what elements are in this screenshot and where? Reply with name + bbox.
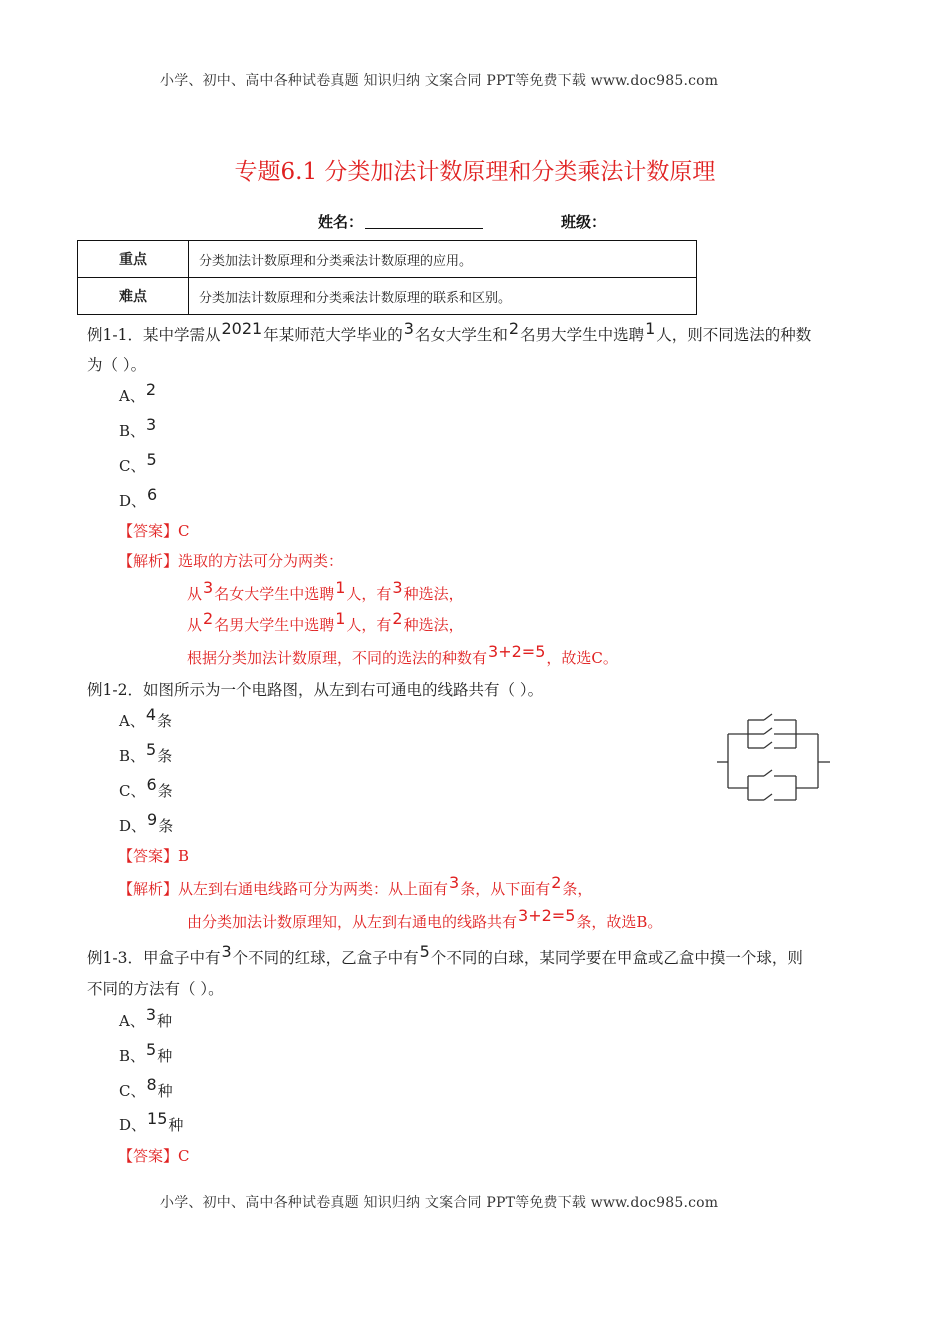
- q3-option-b: B、5种: [119, 1040, 173, 1065]
- focus-key: 重点: [78, 241, 189, 278]
- name-label: 姓名：: [318, 213, 364, 231]
- circuit-diagram: [712, 712, 842, 806]
- focus-value: 分类加法计数原理和分类乘法计数原理的应用。: [189, 241, 697, 278]
- q3-option-d: D、15种: [119, 1109, 184, 1134]
- q2-stem: 例1-2．如图所示为一个电路图，从左到右可通电的线路共有（ ）。: [87, 681, 544, 699]
- q1-option-d: D、6: [119, 485, 158, 510]
- q1-analysis-line3: 从2名男大学生中选聘1人，有2种选法，: [187, 609, 464, 634]
- page-header: 小学、初中、高中各种试卷真题 知识归纳 文案合同 PPT等免费下载 www.doc985.com: [160, 73, 719, 89]
- table-row: [78, 241, 697, 278]
- q1-analysis-line2: 从3名女大学生中选聘1人，有3种选法，: [187, 578, 464, 603]
- q3-answer: 【答案】C: [118, 1147, 190, 1165]
- focus-table: [77, 240, 697, 315]
- q1-stem-line2: 为（ ）。: [87, 356, 147, 374]
- name-field: [318, 211, 483, 232]
- q1-option-c: C、5: [119, 450, 157, 475]
- difficulty-key: 难点: [78, 278, 189, 315]
- q2-option-a: A、4条: [119, 705, 173, 730]
- q2-option-b: B、5条: [119, 740, 173, 765]
- page-footer: 小学、初中、高中各种试卷真题 知识归纳 文案合同 PPT等免费下载 www.doc985.com: [160, 1195, 719, 1211]
- q1-option-a: A、2: [119, 380, 157, 405]
- q3-option-c: C、8种: [119, 1075, 173, 1100]
- q3-option-a: A、3种: [119, 1005, 173, 1030]
- q2-answer: 【答案】B: [118, 847, 190, 865]
- class-label: 班级：: [561, 213, 607, 231]
- q3-stem-line2: 不同的方法有（ ）。: [87, 980, 224, 998]
- q2-analysis-line2: 由分类加法计数原理知，从左到右通电的线路共有3+2=5条，故选B。: [187, 906, 663, 931]
- q2-option-d: D、9条: [119, 810, 174, 835]
- q1-analysis-line1: 【解析】选取的方法可分为两类：: [118, 552, 344, 570]
- difficulty-value: 分类加法计数原理和分类乘法计数原理的联系和区别。: [189, 278, 697, 315]
- table-row: [78, 278, 697, 315]
- name-blank: [365, 214, 483, 229]
- q1-option-b: B、3: [119, 415, 157, 440]
- q1-answer: 【答案】C: [118, 522, 190, 540]
- q2-analysis-line1: 【解析】从左到右通电线路可分为两类：从上面有3条，从下面有2条，: [118, 873, 593, 898]
- q1-stem: 例1-1．某中学需从2021年某师范大学毕业的3名女大学生和2名男大学生中选聘1人，则不同选法的种数: [87, 319, 812, 344]
- q2-option-c: C、6条: [119, 775, 173, 800]
- q1-analysis-line4: 根据分类加法计数原理，不同的选法的种数有3+2=5，故选C。: [187, 642, 618, 667]
- q3-stem: 例1-3．甲盒子中有3个不同的红球，乙盒子中有5个不同的白球，某同学要在甲盒或乙盒中摸一个球，则: [87, 942, 803, 967]
- page-title: 专题6.1 分类加法计数原理和分类乘法计数原理: [234, 159, 716, 185]
